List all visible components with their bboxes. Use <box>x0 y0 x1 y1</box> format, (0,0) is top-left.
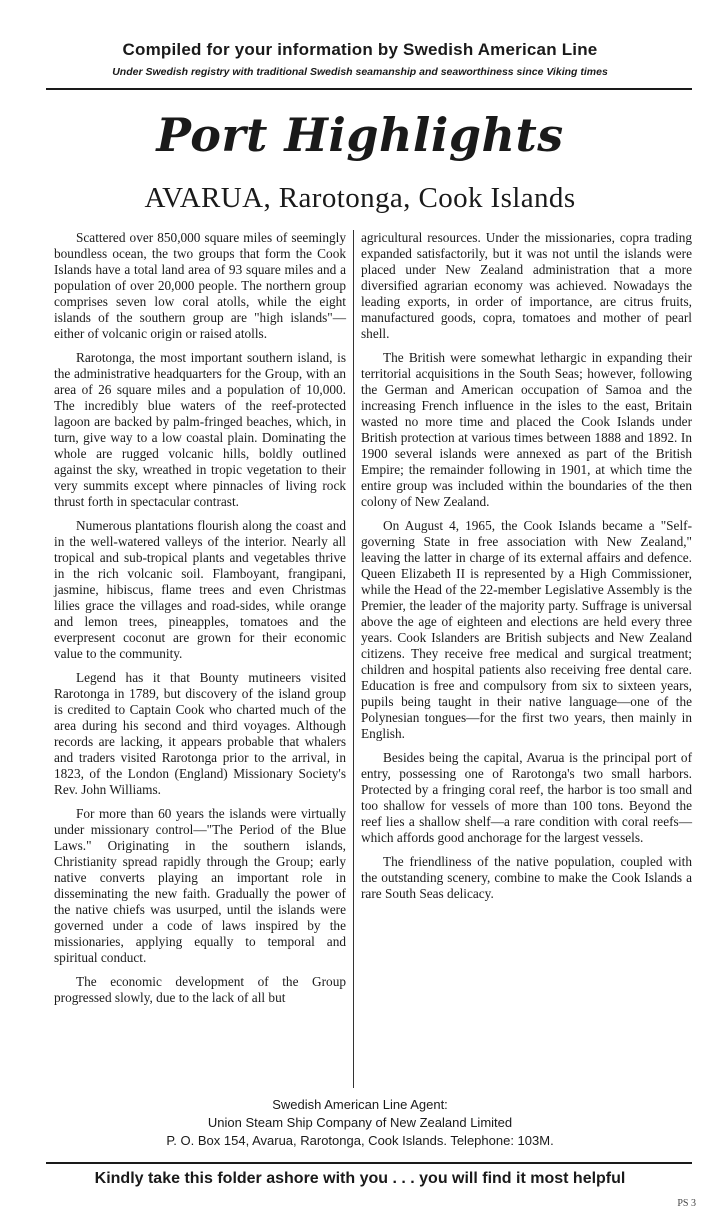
document-code: PS 3 <box>677 1198 696 1209</box>
right-column <box>361 230 692 910</box>
paragraph: The British were somewhat lethargic in expanding their territorial acquisitions in the South Seas; however, following the German and American occupation of Samoa and the increasing French influence in the isles to the east, Britain wasted no more time and placed the Cook Islands under British protection at various times between 1888 and 1892. In 1900 several islands were annexed as part of the British Empire; the remainder following in 1901, at which time the entire group was included within the boundaries of the then colony of New Zealand. <box>361 350 692 509</box>
agent-block <box>60 1096 660 1150</box>
registry-subline: Under Swedish registry with traditional Swedish seamanship and seaworthiness since Viking times <box>112 66 608 78</box>
paragraph: agricultural resources. Under the missionaries, copra trading expanded satisfactorily, but it was not until the islands were placed under New Zealand administration that a more diversified agrarian economy was achieved. Nowadays the leading exports, in order of importance, are citrus fruits, manufactured goods, copra, tomatoes and mother of pearl shell. <box>361 230 692 341</box>
paragraph: For more than 60 years the islands were virtually under missionary control—"The Period of the Blue Laws." Originating in the southern islands, Christianity spread rapidly through the Group; early native converts playing an important role in disseminating the new faith. Gradually the power of the native chiefs was usurped, until the islands were governed under a code of laws inspired by the missionaries, applying equally to temporal and spiritual conduct. <box>54 806 346 965</box>
paragraph: On August 4, 1965, the Cook Islands became a "Self-governing State in free association with New Zealand," leaving the latter in charge of its external affairs and defence. Queen Elizabeth II is represented by a High Commissioner, while the Head of the 22-member Legislative Assembly is the Premier, the leader of the majority party. Suffrage is universal above the age of eighteen and elections are held every three years. Cook Islanders are British subjects and New Zealand citizens. They receive free medical and surgical treatment; children and hospital patients also receiving free dental care. Education is free and compulsory from six to sixteen years, pupils being taught in their native language—one of the Polynesian tongues—for the first two years, then mainly in English. <box>361 518 692 741</box>
footer-text: Kindly take this folder ashore with you . . . you will find it most helpful <box>94 1170 626 1187</box>
paragraph: Besides being the capital, Avarua is the principal port of entry, possessing one of Rarotonga's two small harbors. Protected by a fringing coral reef, the harbor is too small and too shallow for vessels of more than 100 tons. Beyond the reef lies a shallow shelf—a rare condition with coral reefs—which affords good anchorage for the largest vessels. <box>361 750 692 845</box>
agent-address: P. O. Box 154, Avarua, Rarotonga, Cook Islands. Telephone: 103M. <box>166 1133 554 1148</box>
paragraph: Numerous plantations flourish along the coast and in the well-watered valleys of the interior. Nearly all tropical and sub-tropical plants and vegetables thrive in the rich volcanic soil. Flamboyant, frangipani, jasmine, hibiscus, flame trees and even Christmas lilies grace the villages and road-sides, while orange and lemon trees, pineapples, tomatoes and the everpresent coconut are grown for their economic value to the community. <box>54 518 346 661</box>
paragraph: Legend has it that Bounty mutineers visited Rarotonga in 1789, but discovery of the island group is credited to Captain Cook who charted much of the area during his second and third voyages. Although records are lacking, it appears probable that whalers and traders visited Rarotonga prior to the arrival, in 1823, of the London (England) Missionary Society's Rev. John Williams. <box>54 670 346 797</box>
footer-rule <box>46 1162 692 1164</box>
agent-company: Union Steam Ship Company of New Zealand Limited <box>207 1115 513 1130</box>
brand-title: Port Highlights <box>156 108 564 162</box>
agent-heading: Swedish American Line Agent: <box>272 1097 448 1112</box>
compiled-line: Compiled for your information by Swedish American Line <box>122 40 598 59</box>
left-column <box>54 230 346 1014</box>
paragraph: The friendliness of the native population, coupled with the outstanding scenery, combine to make the Cook Islands a rare South Seas delicacy. <box>361 854 692 901</box>
column-divider <box>353 230 354 1088</box>
paragraph: The economic development of the Group progressed slowly, due to the lack of all but <box>54 974 346 1005</box>
port-title: AVARUA, Rarotonga, Cook Islands <box>144 182 576 214</box>
paragraph: Rarotonga, the most important southern island, is the administrative headquarters for the Group, with an area of 26 square miles and a population of 10,000. The incredibly blue waters of the reef-protected lagoon are backed by palm-fringed beaches, which, in turn, give way to a low coastal plain. Dominating the whole are rugged volcanic hills, boldly outlined against the sky, wreathed in tropic vegetation to their very summits except where pinnacles of living rock thrust forth in spectacular contrast. <box>54 350 346 509</box>
paragraph: Scattered over 850,000 square miles of seemingly boundless ocean, the two groups that form the Cook Islands have a total land area of 93 square miles and a population of over 20,000 people. The northern group comprises seven low coral atolls, while the eight islands of the southern group are "high islands"—either of volcanic origin or raised atolls. <box>54 230 346 341</box>
header-rule <box>46 88 692 90</box>
